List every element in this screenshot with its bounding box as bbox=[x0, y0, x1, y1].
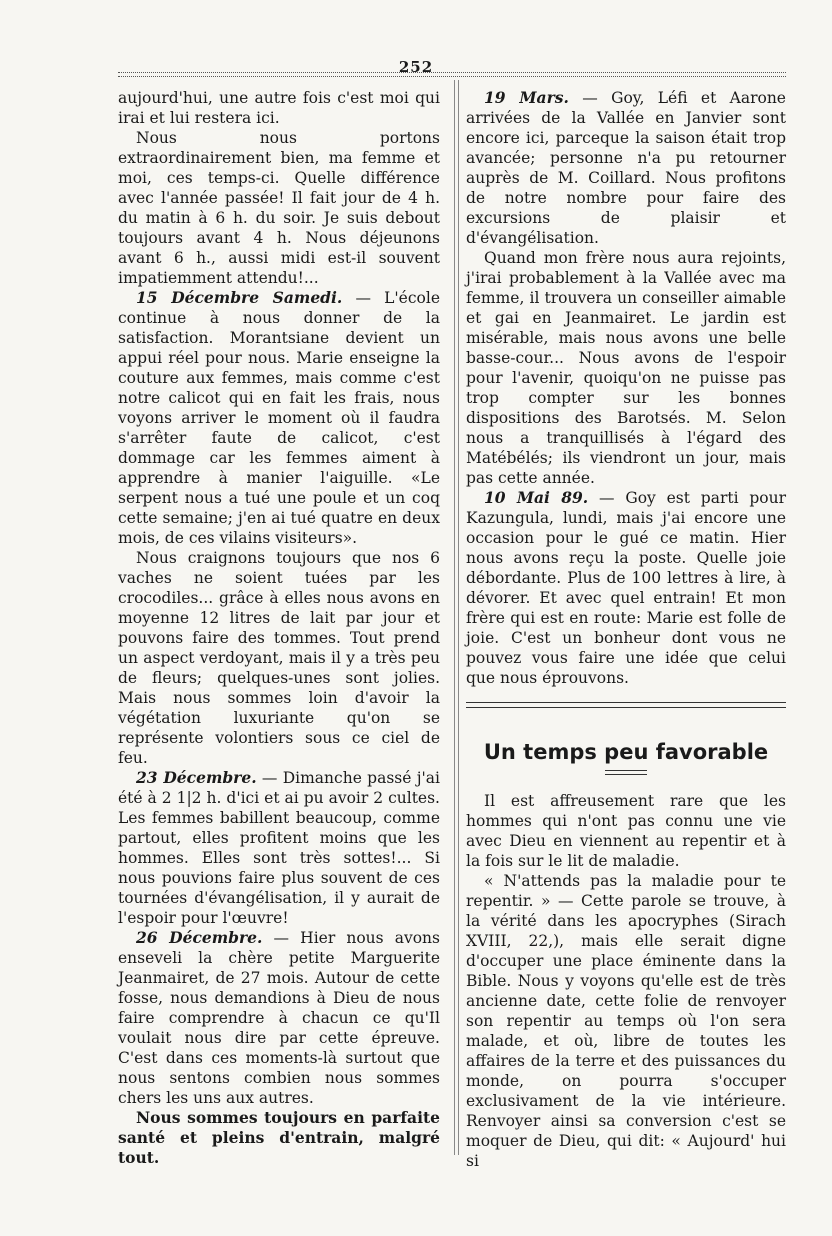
entry-text: — L'école continue à nous donner de la satisfaction. Morantsiane devient un appui réel pour nous. Marie enseigne la couture aux femmes, mais comme c'est notre calicot qui en fait les frais, nous voyons arriver le moment où il faudra s'arrêter faute de calicot, c'est dommage car les femmes aiment à apprendre à manier l'aiguille. «Le serpent nous a tué une poule et un coq cette semaine; j'en ai tué quatre en deux mois, de ces vilains visiteurs». bbox=[118, 289, 440, 547]
section-rule bbox=[466, 702, 786, 708]
paragraph: Quand mon frère nous aura rejoints, j'irai probablement à la Vallée avec ma femme, il trouvera un conseiller aimable et gai en Jeanmairet. Le jardin est misérable, mais nous avons une belle basse-cour... Nous avons de l'espoir pour l'avenir, quoiqu'on ne puisse pas trop compter sur les bonnes dispositions des Barotsés. M. Selon nous a tranquillisés à l'égard des Matébélés; ils viendront un jour, mais pas cette année. bbox=[466, 249, 786, 487]
entry-text: — Goy, Léfi et Aarone arrivées de la Vallée en Janvier sont encore ici, parceque la saison était trop avancée; personne n'a pu retourner auprès de M. Coillard. Nous profitons de notre nombre pour faire des excursions de plaisir et d'évangélisation. bbox=[466, 89, 786, 247]
diary-entry bbox=[118, 288, 440, 548]
diary-entry bbox=[466, 88, 786, 248]
section-title: Un temps peu favorable bbox=[483, 740, 769, 764]
entry-text: — Hier nous avons enseveli la chère petite Marguerite Jeanmairet, de 27 mois. Autour de cette fosse, nous demandions à Dieu de nous faire comprendre à chacun ce qu'Il voulait nous dire par cette épreuve. C'est dans ces moments-là surtout que nous sentons combien nous sommes chers les uns aux autres. bbox=[118, 929, 440, 1107]
header-rule bbox=[118, 72, 786, 77]
entry-date: 26 Décembre. bbox=[136, 928, 263, 947]
entry-text: — Dimanche passé j'ai été à 2 1|2 h. d'ici et ai pu avoir 2 cultes. Les femmes babillent beaucoup, comme partout, elles profitent moins que les hommes. Elles sont très sottes!... Si nous pouvions faire plus souvent de ces tournées d'évangélisation, il y aurait de l'espoir pour l'œuvre! bbox=[118, 769, 440, 927]
paragraph: Nous sommes toujours en parfaite santé et pleins d'entrain, malgré tout. bbox=[118, 1108, 440, 1167]
entry-text: — Goy est parti pour Kazungula, lundi, mais j'ai encore une occasion pour le gué ce matin. Hier nous avons reçu la poste. Quelle joie débordante. Plus de 100 lettres à lire, à dévorer. Et avec quel entrain! Et mon frère qui est en route: Marie est folle de joie. C'est un bonheur dont vous ne pouvez vous faire une idée que celui que nous éprouvons. bbox=[466, 489, 786, 687]
diary-entry bbox=[118, 928, 440, 1108]
paragraph: Il est affreusement rare que les hommes qui n'ont pas connu une vie avec Dieu en viennent au repentir et à la fois sur le lit de maladie. bbox=[466, 792, 786, 870]
page-number: 252 bbox=[398, 58, 434, 76]
paragraph: « N'attends pas la maladie pour te repentir. » — Cette parole se trouve, à la vérité dans les apocryphes (Sirach XVIII, 22,), mais elle serait digne d'occuper une place éminente dans la Bible. Nous y voyons qu'elle est de très ancienne date, cette folie de renvoyer son repentir au temps où l'on sera malade, et où, libre de toutes les affaires de la terre et des puissances du monde, on pourra s'occuper exclusivament de la vie intérieure. Renvoyer ainsi sa conversion c'est se moquer de Dieu, qui dit: « Aujourd' hui si bbox=[466, 872, 786, 1170]
column-divider bbox=[454, 80, 459, 1155]
entry-date: 15 Décembre Samedi. bbox=[136, 288, 343, 307]
paragraph: Nous nous portons extraordinairement bien, ma femme et moi, ces temps-ci. Quelle différence avec l'année passée! Il fait jour de 4 h. du matin à 6 h. du soir. Je suis debout toujours avant 4 h. Nous déjeunons avant 6 h., aussi midi est-il souvent impatiemment attendu!... bbox=[118, 129, 440, 287]
entry-date: 19 Mars. bbox=[484, 88, 569, 107]
right-column bbox=[466, 88, 786, 1171]
paragraph: aujourd'hui, une autre fois c'est moi qui irai et lui restera ici. bbox=[118, 89, 440, 127]
entry-date: 10 Mai 89. bbox=[484, 488, 589, 507]
title-dash bbox=[605, 770, 647, 775]
diary-entry bbox=[466, 488, 786, 688]
paragraph: Nous craignons toujours que nos 6 vaches ne soient tuées par les crocodiles... grâce à elles nous avons en moyenne 12 litres de lait par jour et pouvons faire des tommes. Tout prend un aspect verdoyant, mais il y a très peu de fleurs; quelques-unes sont jolies. Mais nous sommes loin d'avoir la végétation luxuriante qu'on se représente volontiers sous ce ciel de feu. bbox=[118, 549, 440, 767]
entry-date: 23 Décembre. bbox=[136, 768, 257, 787]
left-column bbox=[118, 88, 440, 1168]
diary-entry bbox=[118, 768, 440, 928]
